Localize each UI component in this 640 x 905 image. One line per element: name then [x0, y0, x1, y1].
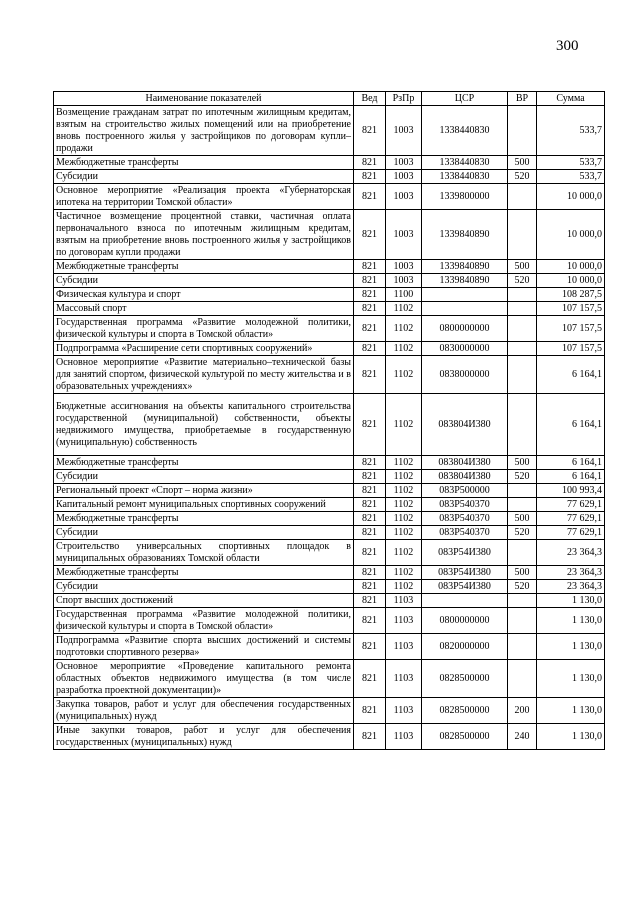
row-name: Региональный проект «Спорт – норма жизни» — [54, 484, 354, 498]
row-name: Строительство универсальных спортивных площадок в муниципальных образованиях Томской области — [54, 540, 354, 566]
header-rzpr: РзПр — [386, 92, 422, 106]
row-ved: 821 — [354, 184, 386, 210]
row-vr — [508, 634, 537, 660]
row-csr: 0800000000 — [422, 316, 508, 342]
row-name: Основное мероприятие «Проведение капитального ремонта областных объектов недвижимого имущества (в том числе разработка проектной документации)» — [54, 660, 354, 698]
row-rzpr: 1102 — [386, 356, 422, 394]
row-ved: 821 — [354, 260, 386, 274]
row-name: Государственная программа «Развитие молодежной политики, физической культуры и спорта в Томской области» — [54, 316, 354, 342]
row-rzpr: 1102 — [386, 316, 422, 342]
table-row — [54, 498, 605, 512]
row-sum: 107 157,5 — [537, 342, 605, 356]
row-vr — [508, 394, 537, 456]
row-rzpr: 1103 — [386, 594, 422, 608]
row-csr — [422, 594, 508, 608]
row-csr: 083804И380 — [422, 470, 508, 484]
row-csr: 1339800000 — [422, 184, 508, 210]
row-sum: 107 157,5 — [537, 316, 605, 342]
table-row — [54, 456, 605, 470]
row-name: Государственная программа «Развитие молодежной политики, физической культуры и спорта в Томской области» — [54, 608, 354, 634]
row-sum: 533,7 — [537, 106, 605, 156]
table-row — [54, 724, 605, 750]
row-name: Возмещение гражданам затрат по ипотечным жилищным кредитам, взятым на строительство жилых помещений или на приобретение вновь построенного жилья у застройщиков по договорам купли–продажи — [54, 106, 354, 156]
row-vr: 240 — [508, 724, 537, 750]
row-name: Спорт высших достижений — [54, 594, 354, 608]
row-sum: 23 364,3 — [537, 580, 605, 594]
row-rzpr: 1102 — [386, 498, 422, 512]
row-sum: 6 164,1 — [537, 456, 605, 470]
row-ved: 821 — [354, 660, 386, 698]
row-sum: 23 364,3 — [537, 540, 605, 566]
row-rzpr: 1102 — [386, 566, 422, 580]
row-csr: 1339840890 — [422, 274, 508, 288]
row-ved: 821 — [354, 580, 386, 594]
row-name: Основное мероприятие «Развитие материально–технической базы для занятий спортом, физической культурой по месту жительства и в образовательных учреждениях» — [54, 356, 354, 394]
table-row — [54, 526, 605, 540]
row-name: Бюджетные ассигнования на объекты капитального строительства государственной (муниципальной) собственности, объекты недвижимого имущества, приобретаемые в государственную (муниципальную) собственность — [54, 394, 354, 456]
table-row — [54, 356, 605, 394]
row-sum: 1 130,0 — [537, 724, 605, 750]
row-rzpr: 1103 — [386, 660, 422, 698]
row-vr: 520 — [508, 170, 537, 184]
row-csr: 083804И380 — [422, 456, 508, 470]
row-sum: 10 000,0 — [537, 210, 605, 260]
row-csr: 083P54И380 — [422, 580, 508, 594]
row-csr: 083P54И380 — [422, 540, 508, 566]
row-rzpr: 1102 — [386, 456, 422, 470]
row-csr: 0830000000 — [422, 342, 508, 356]
row-name: Субсидии — [54, 470, 354, 484]
row-sum: 77 629,1 — [537, 498, 605, 512]
table-row — [54, 316, 605, 342]
row-rzpr: 1003 — [386, 274, 422, 288]
table-row — [54, 342, 605, 356]
row-ved: 821 — [354, 302, 386, 316]
row-ved: 821 — [354, 594, 386, 608]
row-rzpr: 1003 — [386, 170, 422, 184]
row-rzpr: 1003 — [386, 210, 422, 260]
row-name: Субсидии — [54, 274, 354, 288]
table-row — [54, 512, 605, 526]
row-ved: 821 — [354, 470, 386, 484]
row-vr — [508, 184, 537, 210]
row-sum: 108 287,5 — [537, 288, 605, 302]
row-csr: 0828500000 — [422, 660, 508, 698]
row-rzpr: 1102 — [386, 470, 422, 484]
table-row — [54, 634, 605, 660]
row-vr: 500 — [508, 512, 537, 526]
row-ved: 821 — [354, 274, 386, 288]
row-name: Массовый спорт — [54, 302, 354, 316]
row-sum: 10 000,0 — [537, 260, 605, 274]
row-vr — [508, 210, 537, 260]
row-vr: 520 — [508, 274, 537, 288]
row-vr — [508, 608, 537, 634]
row-rzpr: 1103 — [386, 634, 422, 660]
row-sum: 1 130,0 — [537, 634, 605, 660]
table-row — [54, 566, 605, 580]
row-csr: 1338440830 — [422, 170, 508, 184]
table-row — [54, 170, 605, 184]
row-rzpr: 1102 — [386, 580, 422, 594]
table-row — [54, 106, 605, 156]
row-ved: 821 — [354, 526, 386, 540]
row-name: Субсидии — [54, 170, 354, 184]
row-rzpr: 1103 — [386, 698, 422, 724]
row-csr: 083P540370 — [422, 498, 508, 512]
row-name: Основное мероприятие «Реализация проекта «Губернаторская ипотека на территории Томской области» — [54, 184, 354, 210]
row-sum: 23 364,3 — [537, 566, 605, 580]
table-row — [54, 394, 605, 456]
row-name: Закупка товаров, работ и услуг для обеспечения государственных (муниципальных) нужд — [54, 698, 354, 724]
table-row — [54, 156, 605, 170]
row-sum: 10 000,0 — [537, 274, 605, 288]
header-name: Наименование показателей — [54, 92, 354, 106]
row-vr — [508, 302, 537, 316]
row-csr — [422, 302, 508, 316]
row-sum: 533,7 — [537, 156, 605, 170]
row-rzpr: 1003 — [386, 184, 422, 210]
header-csr: ЦСР — [422, 92, 508, 106]
header-vr: ВР — [508, 92, 537, 106]
row-sum: 6 164,1 — [537, 394, 605, 456]
row-ved: 821 — [354, 288, 386, 302]
row-vr — [508, 342, 537, 356]
row-csr: 1339840890 — [422, 210, 508, 260]
row-ved: 821 — [354, 356, 386, 394]
row-csr: 0828500000 — [422, 698, 508, 724]
table-row — [54, 260, 605, 274]
row-sum: 77 629,1 — [537, 512, 605, 526]
row-rzpr: 1102 — [386, 526, 422, 540]
row-name: Физическая культура и спорт — [54, 288, 354, 302]
table-row — [54, 698, 605, 724]
row-name: Подпрограмма «Развитие спорта высших достижений и системы подготовки спортивного резерва» — [54, 634, 354, 660]
table-header-row — [54, 92, 605, 106]
row-rzpr: 1003 — [386, 106, 422, 156]
row-vr — [508, 498, 537, 512]
row-name: Субсидии — [54, 526, 354, 540]
row-vr: 500 — [508, 456, 537, 470]
row-vr: 200 — [508, 698, 537, 724]
row-ved: 821 — [354, 316, 386, 342]
row-vr: 520 — [508, 470, 537, 484]
header-sum: Сумма — [537, 92, 605, 106]
row-ved: 821 — [354, 342, 386, 356]
row-rzpr: 1103 — [386, 724, 422, 750]
row-name: Межбюджетные трансферты — [54, 456, 354, 470]
row-ved: 821 — [354, 566, 386, 580]
row-rzpr: 1102 — [386, 342, 422, 356]
row-name: Межбюджетные трансферты — [54, 156, 354, 170]
row-ved: 821 — [354, 170, 386, 184]
table-row — [54, 484, 605, 498]
table-row — [54, 580, 605, 594]
row-sum: 1 130,0 — [537, 594, 605, 608]
row-ved: 821 — [354, 698, 386, 724]
row-sum: 1 130,0 — [537, 608, 605, 634]
row-name: Капитальный ремонт муниципальных спортивных сооружений — [54, 498, 354, 512]
row-name: Подпрограмма «Расширение сети спортивных сооружений» — [54, 342, 354, 356]
table-row — [54, 210, 605, 260]
table-row — [54, 302, 605, 316]
row-ved: 821 — [354, 394, 386, 456]
row-name: Межбюджетные трансферты — [54, 512, 354, 526]
row-vr — [508, 356, 537, 394]
row-vr: 500 — [508, 156, 537, 170]
row-csr: 083P540370 — [422, 526, 508, 540]
row-csr: 0828500000 — [422, 724, 508, 750]
row-rzpr: 1102 — [386, 394, 422, 456]
row-sum: 1 130,0 — [537, 698, 605, 724]
row-sum: 533,7 — [537, 170, 605, 184]
row-csr: 1338440830 — [422, 106, 508, 156]
row-ved: 821 — [354, 608, 386, 634]
row-ved: 821 — [354, 456, 386, 470]
row-vr — [508, 540, 537, 566]
table-row — [54, 288, 605, 302]
row-csr: 1338440830 — [422, 156, 508, 170]
row-csr: 083804И380 — [422, 394, 508, 456]
budget-table — [53, 91, 605, 750]
row-ved: 821 — [354, 484, 386, 498]
row-vr: 520 — [508, 580, 537, 594]
row-sum: 10 000,0 — [537, 184, 605, 210]
row-csr: 0820000000 — [422, 634, 508, 660]
row-csr: 083P500000 — [422, 484, 508, 498]
row-vr — [508, 316, 537, 342]
row-sum: 100 993,4 — [537, 484, 605, 498]
row-name: Межбюджетные трансферты — [54, 566, 354, 580]
table-row — [54, 660, 605, 698]
row-ved: 821 — [354, 156, 386, 170]
table-row — [54, 608, 605, 634]
row-sum: 1 130,0 — [537, 660, 605, 698]
row-csr: 083P54И380 — [422, 566, 508, 580]
table-row — [54, 594, 605, 608]
row-sum: 77 629,1 — [537, 526, 605, 540]
table-row — [54, 274, 605, 288]
row-csr: 083P540370 — [422, 512, 508, 526]
row-vr: 500 — [508, 260, 537, 274]
row-rzpr: 1102 — [386, 540, 422, 566]
row-sum: 6 164,1 — [537, 470, 605, 484]
row-rzpr: 1003 — [386, 156, 422, 170]
row-ved: 821 — [354, 512, 386, 526]
row-vr — [508, 484, 537, 498]
row-csr: 1339840890 — [422, 260, 508, 274]
row-rzpr: 1100 — [386, 288, 422, 302]
row-ved: 821 — [354, 634, 386, 660]
row-sum: 6 164,1 — [537, 356, 605, 394]
row-rzpr: 1003 — [386, 260, 422, 274]
row-csr: 0800000000 — [422, 608, 508, 634]
row-ved: 821 — [354, 540, 386, 566]
table-row — [54, 184, 605, 210]
row-csr — [422, 288, 508, 302]
row-name: Субсидии — [54, 580, 354, 594]
row-vr: 520 — [508, 526, 537, 540]
row-rzpr: 1103 — [386, 608, 422, 634]
row-rzpr: 1102 — [386, 484, 422, 498]
header-ved: Вед — [354, 92, 386, 106]
row-vr — [508, 660, 537, 698]
row-ved: 821 — [354, 724, 386, 750]
row-vr — [508, 106, 537, 156]
row-name: Частичное возмещение процентной ставки, частичная оплата первоначального взноса по ипотечным жилищным кредитам, взятым на приобретение вновь построенного жилья у застройщиков по договорам купли продажи — [54, 210, 354, 260]
row-csr: 0838000000 — [422, 356, 508, 394]
row-rzpr: 1102 — [386, 302, 422, 316]
row-vr: 500 — [508, 566, 537, 580]
row-vr — [508, 288, 537, 302]
page-number: 300 — [556, 38, 579, 54]
row-name: Иные закупки товаров, работ и услуг для обеспечения государственных (муниципальных) нужд — [54, 724, 354, 750]
row-sum: 107 157,5 — [537, 302, 605, 316]
row-ved: 821 — [354, 498, 386, 512]
row-name: Межбюджетные трансферты — [54, 260, 354, 274]
table-row — [54, 540, 605, 566]
row-rzpr: 1102 — [386, 512, 422, 526]
table-row — [54, 470, 605, 484]
row-ved: 821 — [354, 106, 386, 156]
row-ved: 821 — [354, 210, 386, 260]
row-vr — [508, 594, 537, 608]
